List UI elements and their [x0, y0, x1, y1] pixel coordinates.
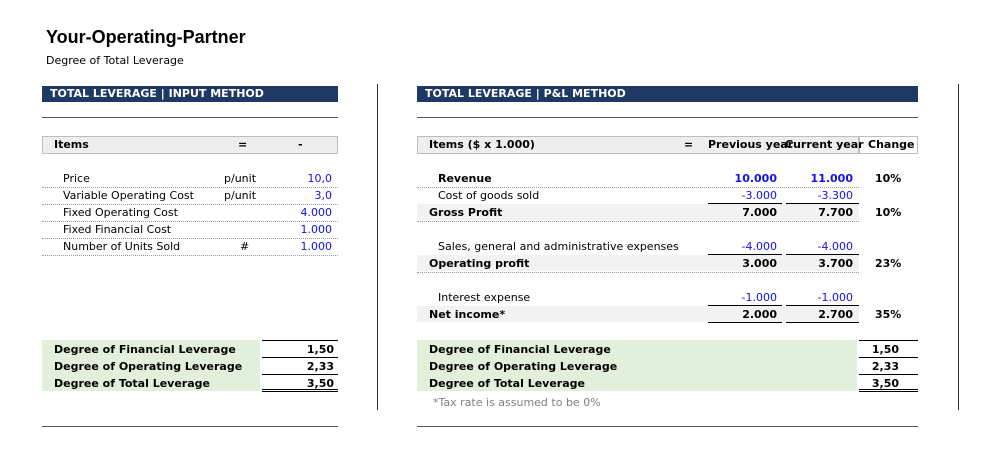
pl-label-sga: Sales, general and administrative expenses — [438, 240, 679, 253]
column-divider — [377, 84, 378, 410]
col-eq-header: = — [238, 138, 248, 151]
input-value-price[interactable]: 10,0 — [307, 172, 332, 185]
pl-prev-cogs[interactable]: -3.000 — [741, 189, 777, 202]
col-prev-header: Previous year — [708, 138, 794, 151]
col-change-header: Change — [868, 138, 915, 151]
pl-label-gross-profit: Gross Profit — [429, 206, 503, 219]
tax-footnote: *Tax rate is assumed to be 0% — [433, 396, 601, 409]
result-double-rule — [859, 389, 918, 392]
pl-curr-sga[interactable]: -4.000 — [817, 240, 853, 253]
result-value-dol: 2,33 — [306, 360, 334, 373]
column-divider — [958, 84, 959, 410]
col-dash-header: - — [298, 138, 303, 151]
row-divider — [42, 255, 338, 256]
result-value-dfl: 1,50 — [306, 343, 334, 356]
result-label-dol: Degree of Operating Leverage — [54, 360, 243, 373]
input-value-variable-cost[interactable]: 3,0 — [314, 189, 332, 202]
result-double-rule — [262, 389, 338, 392]
pl-prev-interest[interactable]: -1.000 — [741, 291, 777, 304]
pl-result-value-dtl: 3,50 — [871, 377, 899, 390]
col-items-header: Items ($ x 1.000) — [429, 138, 535, 151]
pl-method-band: TOTAL LEVERAGE | P&L METHOD — [417, 86, 918, 102]
pl-label-cogs: Cost of goods sold — [438, 189, 540, 202]
input-label-fixed-operating-cost: Fixed Operating Cost — [63, 206, 178, 219]
result-value-dtl: 3,50 — [306, 377, 334, 390]
col-curr-header: Current year — [785, 138, 864, 151]
result-rule — [262, 340, 338, 341]
result-rule — [859, 340, 918, 341]
input-label-units-sold: Number of Units Sold — [63, 240, 181, 253]
page-title: Your-Operating-Partner — [46, 27, 246, 47]
pl-curr-operating-profit: 3.700 — [818, 257, 853, 270]
input-value-fixed-operating-cost[interactable]: 4.000 — [300, 206, 332, 219]
result-rule — [859, 357, 918, 358]
section-rule — [42, 117, 338, 118]
pl-curr-net-income: 2.700 — [818, 308, 853, 321]
input-label-variable-cost: Variable Operating Cost — [63, 189, 194, 202]
page-subtitle: Degree of Total Leverage — [46, 54, 184, 67]
pl-curr-revenue[interactable]: 11.000 — [810, 172, 853, 185]
result-rule — [859, 374, 918, 375]
pl-label-interest: Interest expense — [438, 291, 531, 304]
input-label-price: Price — [63, 172, 90, 185]
pl-result-label-dfl: Degree of Financial Leverage — [429, 343, 611, 356]
row-divider — [417, 221, 859, 222]
pl-result-value-dfl: 1,50 — [871, 343, 899, 356]
pl-result-value-dol: 2,33 — [871, 360, 899, 373]
pl-label-revenue: Revenue — [438, 172, 492, 185]
pl-change-net-income: 35% — [875, 308, 902, 321]
pl-result-label-dol: Degree of Operating Leverage — [429, 360, 618, 373]
input-unit-variable-cost: p/unit — [224, 189, 257, 202]
col-eq-header: = — [684, 138, 694, 151]
input-method-band: TOTAL LEVERAGE | INPUT METHOD — [42, 86, 338, 102]
pl-prev-net-income: 2.000 — [742, 308, 777, 321]
input-value-fixed-financial-cost[interactable]: 1.000 — [300, 223, 332, 236]
pl-prev-sga[interactable]: -4.000 — [741, 240, 777, 253]
input-unit-units-sold: # — [240, 240, 250, 253]
pl-change-revenue: 10% — [875, 172, 902, 185]
pl-curr-interest[interactable]: -1.000 — [817, 291, 853, 304]
result-label-dfl: Degree of Financial Leverage — [54, 343, 236, 356]
pl-change-operating-profit: 23% — [875, 257, 902, 270]
input-unit-price: p/unit — [224, 172, 257, 185]
pl-change-gross-profit: 10% — [875, 206, 902, 219]
pl-prev-revenue[interactable]: 10.000 — [734, 172, 777, 185]
col-items-header: Items — [54, 138, 89, 151]
subtotal-rule — [786, 322, 859, 323]
pl-result-label-dtl: Degree of Total Leverage — [429, 377, 585, 390]
pl-prev-gross-profit: 7.000 — [742, 206, 777, 219]
input-label-fixed-financial-cost: Fixed Financial Cost — [63, 223, 172, 236]
row-divider — [417, 272, 859, 273]
section-rule — [417, 426, 918, 427]
section-rule — [42, 426, 338, 427]
pl-prev-operating-profit: 3.000 — [742, 257, 777, 270]
result-label-dtl: Degree of Total Leverage — [54, 377, 210, 390]
result-rule — [262, 357, 338, 358]
subtotal-rule — [708, 322, 782, 323]
pl-curr-gross-profit: 7.700 — [818, 206, 853, 219]
pl-label-operating-profit: Operating profit — [429, 257, 530, 270]
pl-label-net-income: Net income* — [429, 308, 506, 321]
section-rule — [417, 117, 918, 118]
pl-curr-cogs[interactable]: -3.300 — [817, 189, 853, 202]
input-value-units-sold[interactable]: 1.000 — [300, 240, 332, 253]
result-rule — [262, 374, 338, 375]
